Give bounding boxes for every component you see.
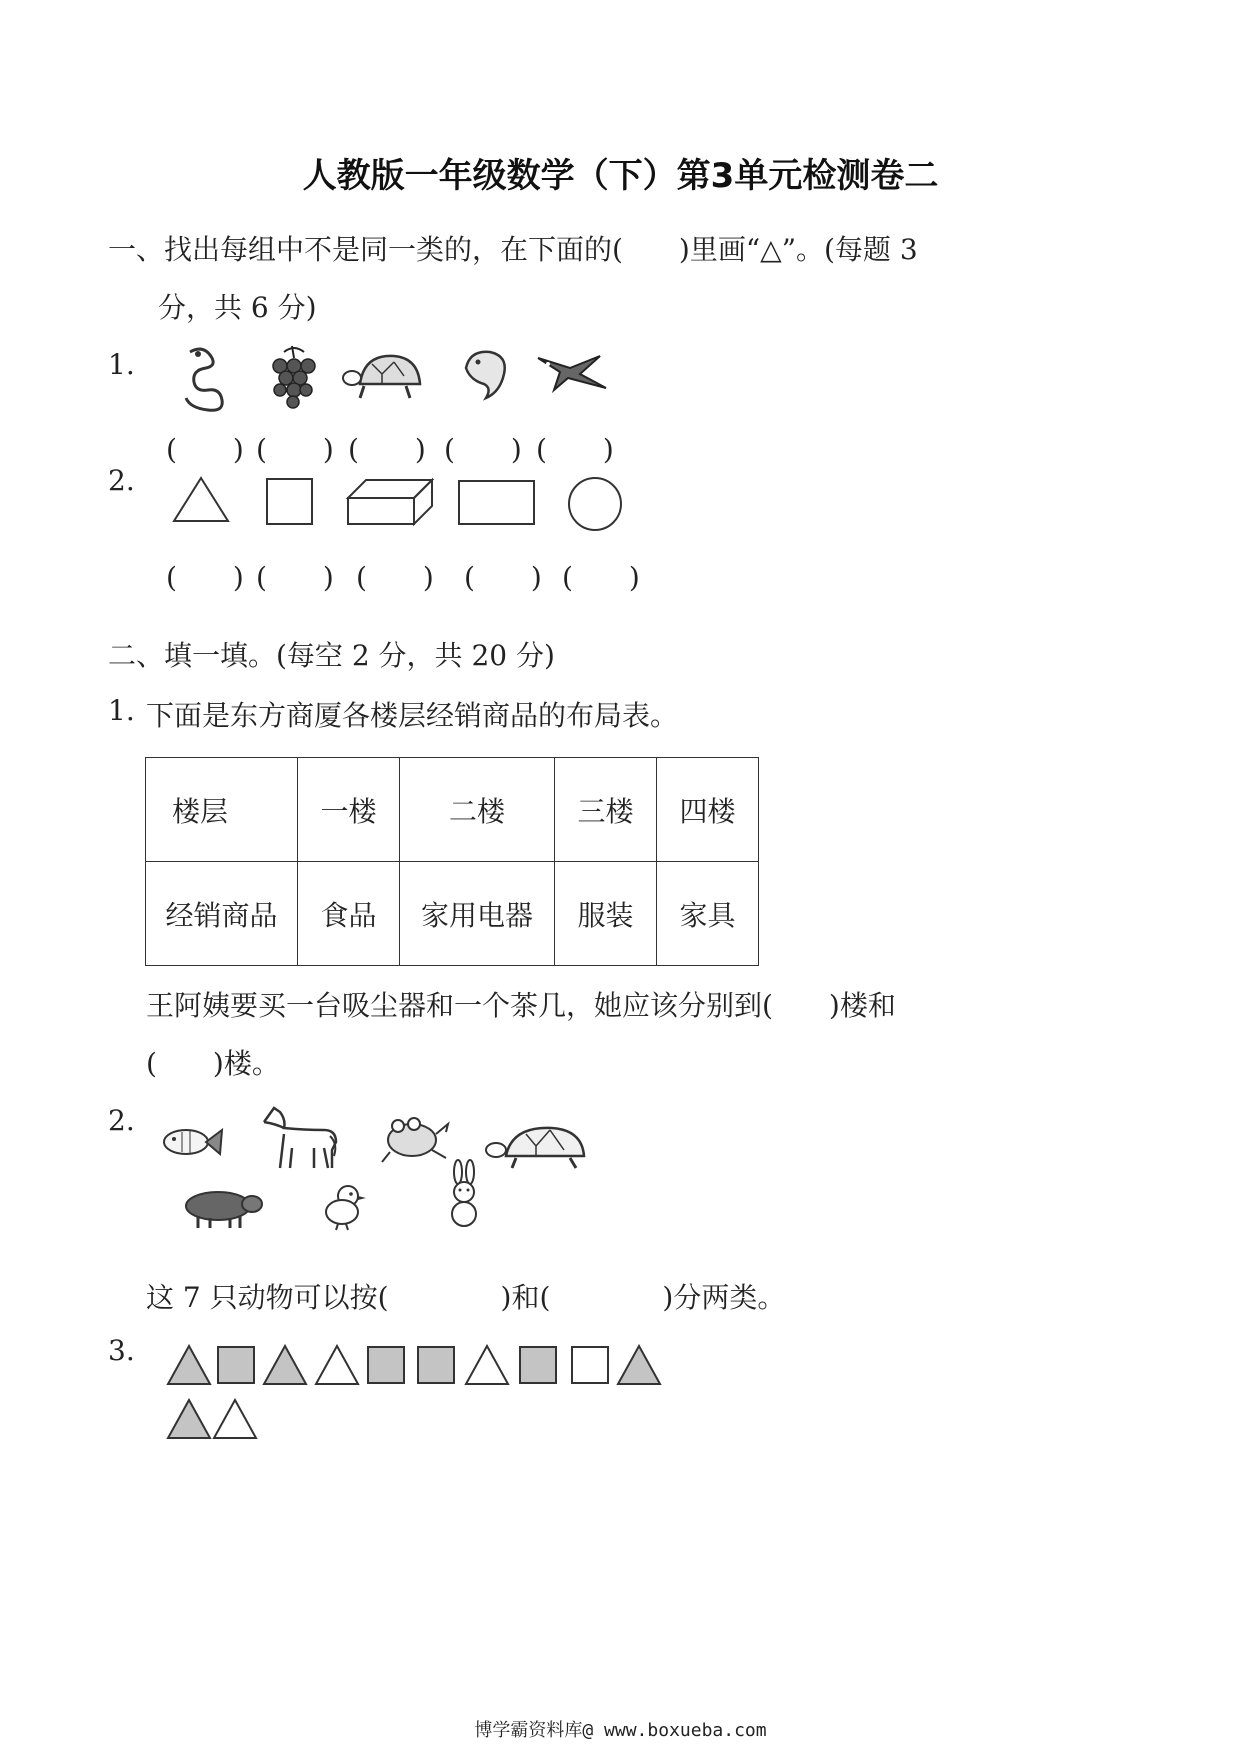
s1-q2-answer-3[interactable]: ( ) <box>356 561 434 594</box>
s2-q2-number: 2. <box>108 1104 135 1137</box>
s1-q2-number: 2. <box>108 464 135 497</box>
rectangle-shape <box>458 480 536 526</box>
s1-q1-answer-3[interactable]: ( ) <box>348 433 426 466</box>
frog-icon <box>380 1110 450 1166</box>
horse-icon <box>258 1104 340 1172</box>
s1-q1-answer-5[interactable]: ( ) <box>536 433 614 466</box>
table-cell: 家用电器 <box>400 862 555 966</box>
s2-q3-number: 3. <box>108 1334 135 1367</box>
shape-sequence <box>166 1342 686 1442</box>
s1-q1-number: 1. <box>108 348 135 381</box>
s2-q1-text: 下面是东方商厦各楼层经销商品的布局表。 <box>146 699 679 732</box>
s2-q1-number: 1. <box>108 694 135 727</box>
cuboid-shape <box>346 478 436 526</box>
gray-triangle-shape <box>168 1400 210 1438</box>
s1-q2-answer-2[interactable]: ( ) <box>256 561 334 594</box>
table-row <box>146 862 759 966</box>
s2-q1-question-line2: ( )楼。 <box>146 1047 280 1080</box>
table-cell: 二楼 <box>400 758 555 862</box>
turtle-icon <box>486 1124 590 1170</box>
s1-q2-answer-4[interactable]: ( ) <box>464 561 542 594</box>
rabbit-icon <box>440 1160 490 1230</box>
dolphin-icon <box>456 346 512 406</box>
white-square-shape <box>572 1347 608 1383</box>
s1-q2-answer-1[interactable]: ( ) <box>166 561 244 594</box>
circle-shape <box>566 476 624 532</box>
gray-triangle-shape <box>264 1346 306 1384</box>
turtle-icon <box>342 350 422 404</box>
gray-square-shape <box>368 1347 404 1383</box>
grapes-icon <box>266 344 322 410</box>
white-triangle-shape <box>214 1400 256 1438</box>
gray-square-shape <box>218 1347 254 1383</box>
table-cell: 一楼 <box>298 758 400 862</box>
swallow-icon <box>534 350 608 400</box>
table-header-row <box>146 758 759 862</box>
s2-q1-question-line1: 王阿姨要买一台吸尘器和一个茶几，她应该分别到( )楼和 <box>146 989 896 1022</box>
shape-sequence-svg <box>166 1342 686 1442</box>
white-triangle-shape <box>316 1346 358 1384</box>
s1-q2-answer-5[interactable]: ( ) <box>562 561 640 594</box>
fish-icon <box>160 1122 224 1162</box>
gray-triangle-shape <box>168 1346 210 1384</box>
table-cell: 四楼 <box>657 758 759 862</box>
section2-heading: 二、填一填。(每空 2 分，共 20 分) <box>108 639 555 672</box>
s1-q1-answer-1[interactable]: ( ) <box>166 433 244 466</box>
gray-square-shape <box>418 1347 454 1383</box>
section1-heading-line2: 分，共 6 分) <box>158 291 317 324</box>
gray-triangle-shape <box>618 1346 660 1384</box>
table-cell: 楼层 <box>146 758 298 862</box>
s2-q2-text: 这 7 只动物可以按( )和( )分两类。 <box>146 1281 786 1314</box>
table-cell: 经销商品 <box>146 862 298 966</box>
square-shape <box>266 478 314 526</box>
white-triangle-shape <box>466 1346 508 1384</box>
table-cell: 三楼 <box>555 758 657 862</box>
section1-heading-line1: 一、找出每组中不是同一类的，在下面的( )里画“△”。(每题 3 <box>108 233 918 266</box>
table-cell: 家具 <box>657 862 759 966</box>
footer-watermark: 博学霸资料库@ www.boxueba.com <box>474 1720 767 1741</box>
store-layout-table <box>145 757 759 966</box>
snake-icon <box>168 340 238 410</box>
s1-q1-answer-4[interactable]: ( ) <box>444 433 522 466</box>
triangle-shape <box>170 476 232 524</box>
chick-icon <box>318 1180 368 1230</box>
pig-icon <box>180 1186 264 1230</box>
gray-square-shape <box>520 1347 556 1383</box>
s1-q1-answer-2[interactable]: ( ) <box>256 433 334 466</box>
table-cell: 服装 <box>555 862 657 966</box>
table-cell: 食品 <box>298 862 400 966</box>
page-title: 人教版一年级数学（下）第3单元检测卷二 <box>302 156 939 196</box>
